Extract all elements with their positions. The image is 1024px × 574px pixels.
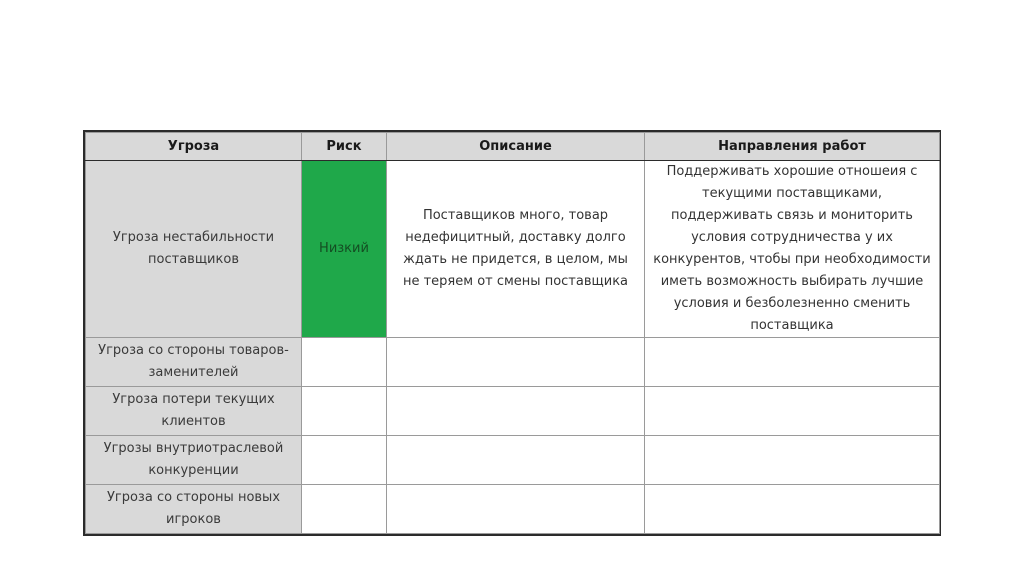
description-cell: [387, 485, 645, 534]
header-threat: Угроза: [86, 133, 302, 161]
threat-cell: Угрозы внутриотраслевой конкуренции: [86, 436, 302, 485]
risk-cell: [302, 387, 387, 436]
description-cell: [387, 387, 645, 436]
threat-cell: Угроза потери текущих клиентов: [86, 387, 302, 436]
description-cell: Поставщиков много, товар недефицитный, доставку долго ждать не придется, в целом, мы не теряем от смены поставщика: [387, 161, 645, 338]
table-row: [86, 436, 940, 485]
threat-cell: Угроза нестабильности поставщиков: [86, 161, 302, 338]
directions-cell: [645, 436, 940, 485]
risk-cell: [302, 436, 387, 485]
threat-cell: Угроза со стороны товаров-заменителей: [86, 338, 302, 387]
table-row: [86, 485, 940, 534]
table-row: [86, 387, 940, 436]
risk-cell: [302, 338, 387, 387]
directions-cell: Поддерживать хорошие отношеия с текущими поставщиками, поддерживать связь и мониторить условия сотрудничества у их конкурентов, чтобы при необходимости иметь возможность выбирать лучшие условия и безболезненно сменить поставщика: [645, 161, 940, 338]
threats-grid: [85, 132, 940, 534]
risk-cell: Низкий: [302, 161, 387, 338]
header-risk: Риск: [302, 133, 387, 161]
threats-table: [83, 130, 941, 536]
header-row: [86, 133, 940, 161]
header-directions: Направления работ: [645, 133, 940, 161]
threat-cell: Угроза со стороны новых игроков: [86, 485, 302, 534]
directions-cell: [645, 387, 940, 436]
table-row: [86, 338, 940, 387]
risk-cell: [302, 485, 387, 534]
header-description: Описание: [387, 133, 645, 161]
table-row: [86, 161, 940, 338]
directions-cell: [645, 485, 940, 534]
directions-cell: [645, 338, 940, 387]
description-cell: [387, 338, 645, 387]
description-cell: [387, 436, 645, 485]
